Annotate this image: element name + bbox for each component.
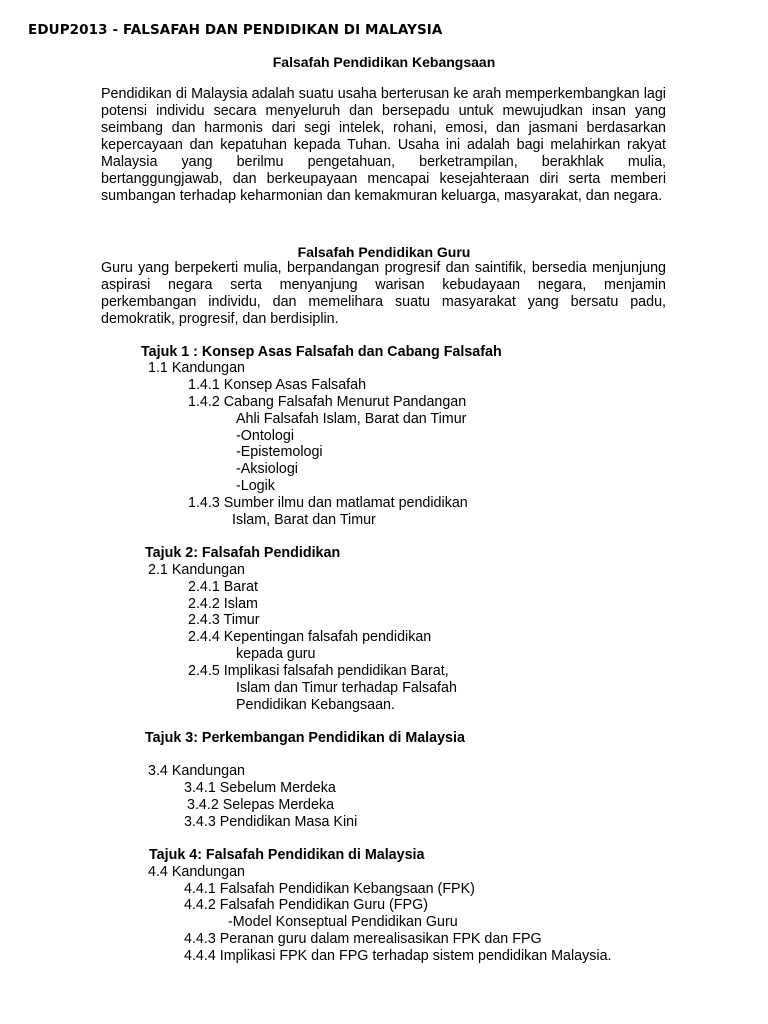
fpg-paragraph: Guru yang berpekerti mulia, berpandangan progresif dan saintifik, bersedia menjunjung aspirasi negara serta menyanjung warisan kebudayaan negara, menjamin perkembangan individu, dan memelihara suatu masyarakat yang bersatu padu, demokratik, progresif, dan berdisiplin.: [101, 260, 666, 327]
list-item: 4.4.1 Falsafah Pendidikan Kebangsaan (FPK): [184, 881, 475, 897]
list-item: 2.4.2 Islam: [188, 596, 258, 612]
page-heading: EDUP2013 - FALSAFAH DAN PENDIDIKAN DI MALAYSIA: [28, 22, 443, 38]
list-item: -Aksiologi: [236, 461, 298, 477]
list-item: Ahli Falsafah Islam, Barat dan Timur: [236, 411, 467, 427]
list-item: 2.4.3 Timur: [188, 612, 260, 628]
tajuk2-content-label: 2.1 Kandungan: [148, 562, 245, 578]
list-item: 4.4.4 Implikasi FPK dan FPG terhadap sistem pendidikan Malaysia.: [184, 948, 612, 964]
list-item: 3.4.1 Sebelum Merdeka: [184, 780, 336, 796]
fpk-title: Falsafah Pendidikan Kebangsaan: [272, 54, 496, 70]
tajuk1-content-label: 1.1 Kandungan: [148, 360, 245, 376]
tajuk3-content-label: 3.4 Kandungan: [148, 763, 245, 779]
fpk-paragraph: Pendidikan di Malaysia adalah suatu usaha berterusan ke arah memperkembangkan lagi potensi individu secara menyeluruh dan bersepadu untuk mewujudkan insan yang seimbang dan harmonis dari segi intelek, rohani, emosi, dan jasmani berdasarkan kepercayaan dan kepatuhan kepada Tuhan. Usaha ini adalah bagi melahirkan rakyat Malaysia yang berilmu pengetahuan, berketrampilan, berakhlak mulia, bertanggungjawab, dan berkeupayaan mencapai kesejahteraan diri serta memberi sumbangan terhadap keharmonian dan kemakmuran keluarga, masyarakat, dan negara.: [101, 86, 666, 204]
list-item: 1.4.2 Cabang Falsafah Menurut Pandangan: [188, 394, 467, 410]
list-item: 4.4.3 Peranan guru dalam merealisasikan FPK dan FPG: [184, 931, 542, 947]
list-item: Islam, Barat dan Timur: [232, 512, 376, 528]
list-item: 4.4.2 Falsafah Pendidikan Guru (FPG): [184, 897, 428, 913]
tajuk4-content-label: 4.4 Kandungan: [148, 864, 245, 880]
list-item: -Epistemologi: [236, 444, 323, 460]
list-item: 1.4.3 Sumber ilmu dan matlamat pendidikan: [188, 495, 468, 511]
list-item: 2.4.4 Kepentingan falsafah pendidikan: [188, 629, 432, 645]
tajuk4-heading: Tajuk 4: Falsafah Pendidikan di Malaysia: [149, 847, 425, 863]
list-item: -Logik: [236, 478, 275, 494]
list-item: 3.4.3 Pendidikan Masa Kini: [184, 814, 358, 830]
list-item: Islam dan Timur terhadap Falsafah: [236, 680, 457, 696]
tajuk2-heading: Tajuk 2: Falsafah Pendidikan: [145, 545, 341, 561]
list-item: -Ontologi: [236, 428, 295, 444]
list-item: kepada guru: [236, 646, 316, 662]
list-item: 2.4.5 Implikasi falsafah pendidikan Barat,: [188, 663, 449, 679]
list-item: Pendidikan Kebangsaan.: [236, 697, 395, 713]
list-item: 2.4.1 Barat: [188, 579, 258, 595]
tajuk1-heading: Tajuk 1 : Konsep Asas Falsafah dan Cabang Falsafah: [141, 344, 502, 360]
fpg-title: Falsafah Pendidikan Guru: [297, 244, 471, 260]
list-item: 1.4.1 Konsep Asas Falsafah: [188, 377, 367, 393]
list-item: -Model Konseptual Pendidikan Guru: [228, 914, 458, 930]
list-item: 3.4.2 Selepas Merdeka: [187, 797, 335, 813]
tajuk3-heading: Tajuk 3: Perkembangan Pendidikan di Malaysia: [145, 730, 465, 746]
